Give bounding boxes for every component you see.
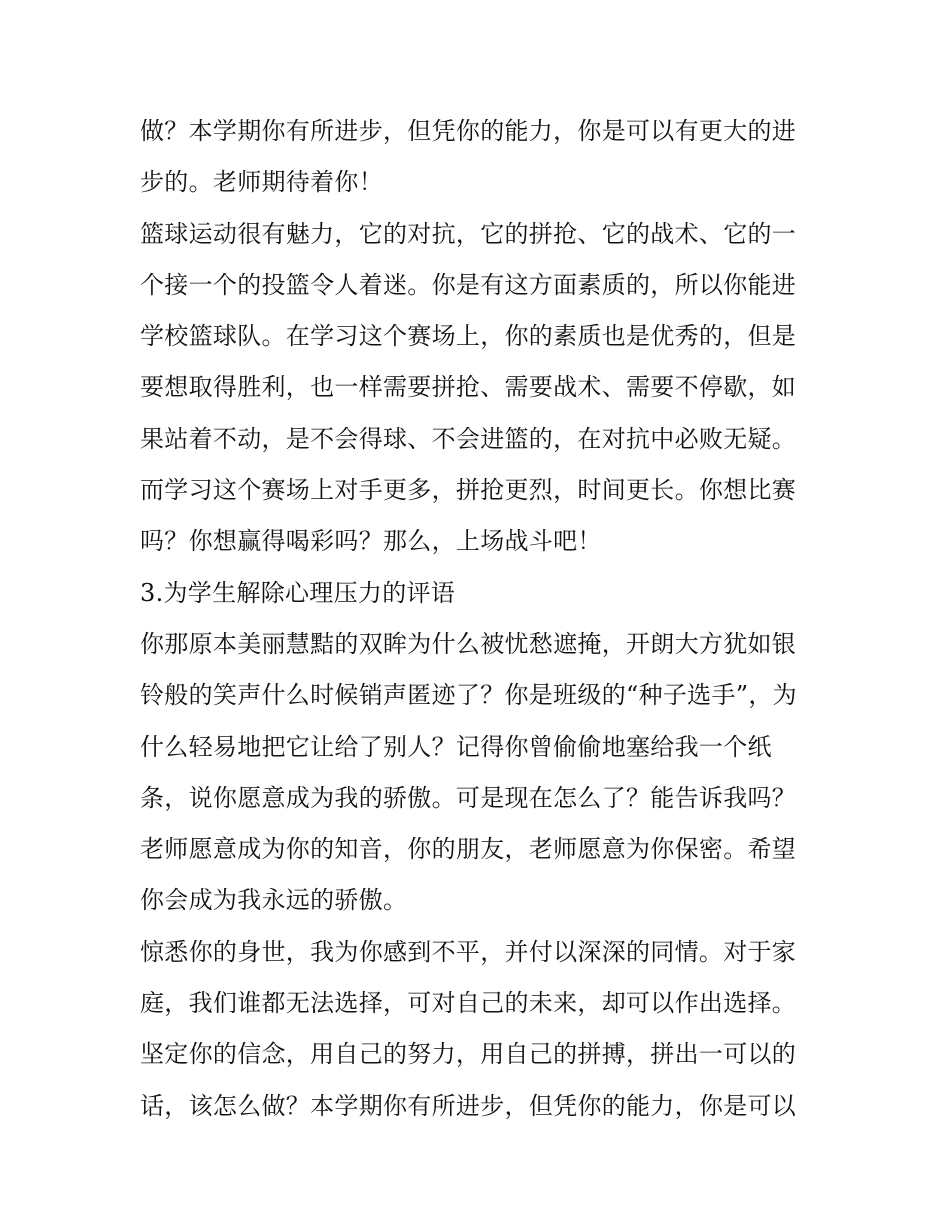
text-line: 话，该怎么做？本学期你有所进步，但凭你的能力，你是可以 — [140, 1091, 797, 1120]
text-line: 篮球运动很有魅力，它的对抗，它的拼抢、它的战术、它的一 — [140, 219, 797, 248]
text-line: 学校篮球队。在学习这个赛场上，你的素质也是优秀的，但是 — [140, 322, 797, 351]
text-line: 铃般的笑声什么时候销声匿迹了？你是班级的“种子选手”，为 — [140, 681, 797, 710]
text-line: 条，说你愿意成为我的骄傲。可是现在怎么了？能告诉我吗？ — [140, 783, 797, 812]
section-heading: 3.为学生解除心理压力的评语 — [140, 578, 456, 607]
text-line: 个接一个的投篮令人着迷。你是有这方面素质的，所以你能进 — [140, 270, 797, 299]
text-line: 坚定你的信念，用自己的努力，用自己的拼搏，拼出一可以的 — [140, 1040, 797, 1069]
text-line: 你那原本美丽慧黠的双眸为什么被忧愁遮掩，开朗大方犹如银 — [140, 629, 797, 658]
text-line: 果站着不动，是不会得球、不会进篮的，在对抗中必败无疑。 — [140, 424, 797, 453]
text-line: 做？本学期你有所进步，但凭你的能力，你是可以有更大的进 — [140, 117, 797, 145]
text-line: 要想取得胜利，也一样需要拼抢、需要战术、需要不停歇，如 — [140, 373, 797, 402]
text-line: 惊悉你的身世，我为你感到不平，并付以深深的同情。对于家 — [140, 937, 797, 966]
text-line: 庭，我们谁都无法选择，可对自己的未来，却可以作出选择。 — [140, 989, 797, 1018]
text-line: 什么轻易地把它让给了别人？记得你曾偷偷地塞给我一个纸 — [140, 732, 772, 761]
text-line: 而学习这个赛场上对手更多，拼抢更烈，时间更长。你想比赛 — [140, 476, 797, 505]
text-line: 你会成为我永远的骄傲。 — [140, 886, 408, 915]
text-line: 吗？你想赢得喝彩吗？那么，上场战斗吧！ — [140, 527, 602, 556]
text-line: 老师愿意成为你的知音，你的朋友，老师愿意为你保密。希望 — [140, 835, 797, 864]
document-body — [140, 106, 820, 1132]
text-line: 步的。老师期待着你！ — [140, 168, 383, 197]
